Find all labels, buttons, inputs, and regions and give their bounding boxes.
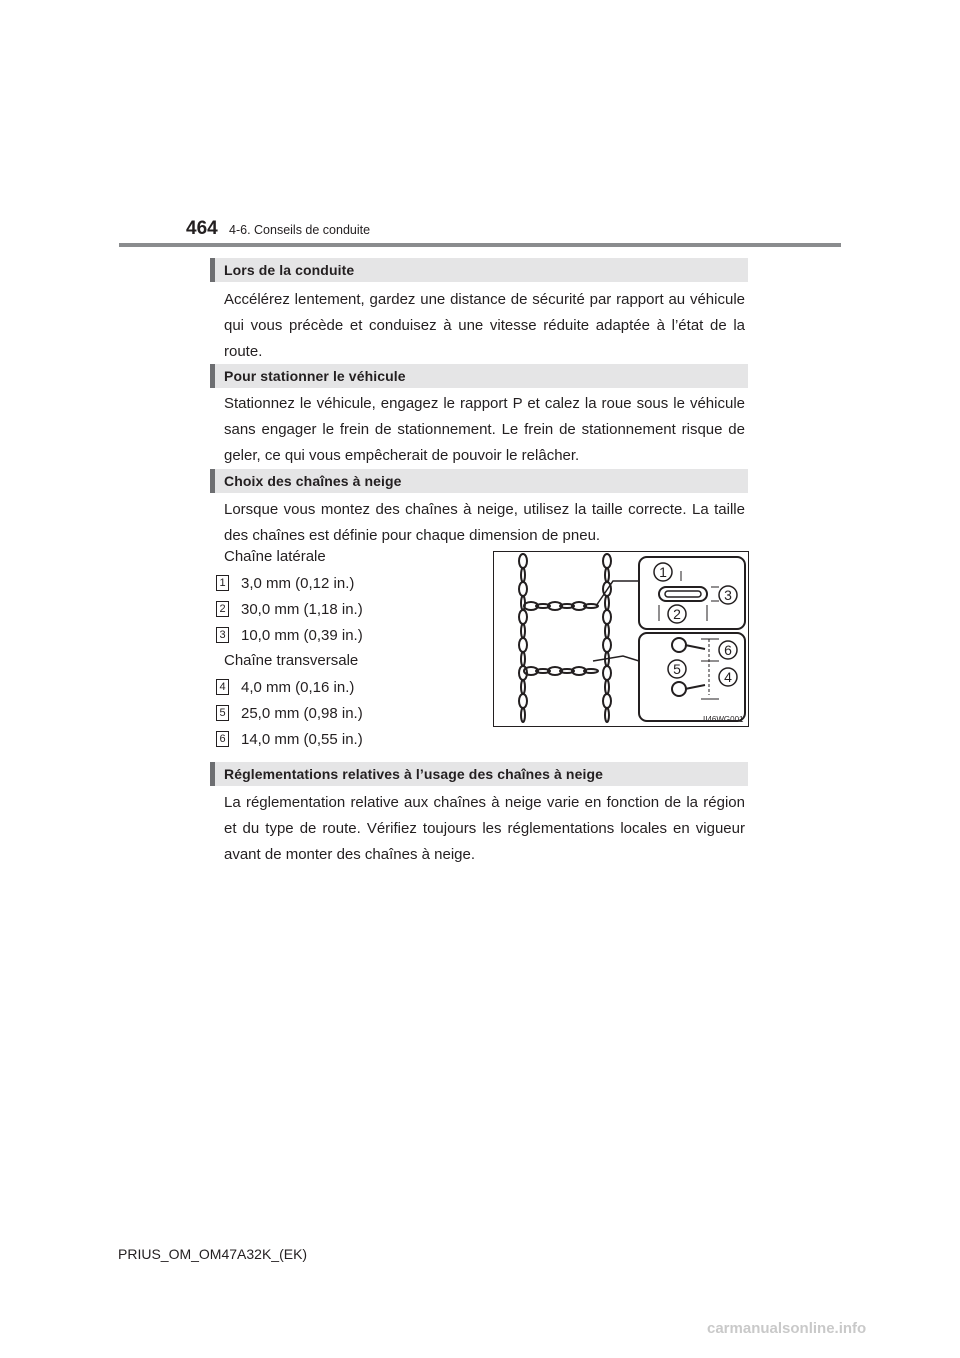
callout-1 — [654, 563, 672, 581]
section-accent — [210, 364, 215, 388]
section-title: Choix des chaînes à neige — [224, 473, 402, 489]
section-text-regulations: La réglementation relative aux chaînes à neige varie en fonction de la région et du type de route. Vérifiez toujours les réglementations locales en vigueur avant de monter des chaînes à neige. — [224, 794, 745, 863]
section-text-driving: Accélérez lentement, gardez une distance de sécurité par rapport au véhicule qui vous précède et conduisez à une vitesse réduite adaptée à l’état de la route. — [224, 291, 745, 360]
section-heading-regulations — [210, 762, 748, 786]
header-rule — [119, 243, 841, 247]
section-heading-driving — [210, 258, 748, 282]
spec-value: 10,0 mm (0,39 in.) — [241, 626, 363, 644]
cross-link-eye-bottom — [672, 682, 686, 696]
callout-5-label: 5 — [673, 661, 681, 677]
callout-number: 3 — [216, 627, 229, 643]
cross-link-eye-top — [672, 638, 686, 652]
section-text-parking: Stationnez le véhicule, engagez le rapport P et calez la roue sous le véhicule sans engager le frein de stationnement. Le frein de stationnement risque de geler, ce qui vous empêcherait de pouvoir le relâcher. — [224, 395, 745, 464]
cross-chain-label: Chaîne transversale — [224, 652, 359, 669]
figure-code: II46WG001 — [703, 715, 744, 724]
spec-row — [216, 600, 363, 618]
callout-3 — [719, 586, 737, 604]
running-head: 4-6. Conseils de conduite — [229, 223, 371, 237]
callout-2-label: 2 — [673, 606, 681, 622]
callout-6 — [719, 641, 737, 659]
callout-number: 4 — [216, 679, 229, 695]
section-heading-chain-choice — [210, 469, 748, 493]
section-heading-parking — [210, 364, 748, 388]
spec-row — [216, 626, 363, 644]
section-text-chain-choice: Lorsque vous montez des chaînes à neige, utilisez la taille correcte. La taille des chaînes est définie pour chaque dimension de pneu. — [224, 501, 745, 544]
section-accent — [210, 469, 215, 493]
section-title: Pour stationner le véhicule — [224, 368, 406, 384]
spec-row — [216, 704, 363, 722]
callout-number: 6 — [216, 731, 229, 747]
spec-value: 14,0 mm (0,55 in.) — [241, 730, 363, 748]
callout-4 — [719, 668, 737, 686]
document-code: PRIUS_OM_OM47A32K_(EK) — [118, 1246, 308, 1262]
callout-3-label: 3 — [724, 587, 732, 603]
callout-number: 2 — [216, 601, 229, 617]
snow-chain-illustration — [493, 551, 749, 727]
spec-row — [216, 730, 363, 748]
side-chain-label: Chaîne latérale — [224, 548, 326, 565]
callout-5 — [668, 660, 686, 678]
spec-value: 30,0 mm (1,18 in.) — [241, 600, 363, 618]
section-title: Réglementations relatives à l’usage des chaînes à neige — [224, 766, 603, 782]
callout-6-label: 6 — [724, 642, 732, 658]
spec-value: 3,0 mm (0,12 in.) — [241, 574, 355, 592]
watermark: carmanualsonline.info — [707, 1320, 867, 1337]
spec-row — [216, 678, 354, 696]
callout-1-label: 1 — [659, 564, 667, 580]
page-number: 464 — [186, 218, 218, 239]
callout-4-label: 4 — [724, 669, 732, 685]
spec-row — [216, 574, 354, 592]
spec-value: 25,0 mm (0,98 in.) — [241, 704, 363, 722]
section-title: Lors de la conduite — [224, 262, 355, 278]
section-accent — [210, 258, 215, 282]
callout-number: 1 — [216, 575, 229, 591]
section-accent — [210, 762, 215, 786]
spec-value: 4,0 mm (0,16 in.) — [241, 678, 355, 696]
callout-number: 5 — [216, 705, 229, 721]
callout-2 — [668, 605, 686, 623]
